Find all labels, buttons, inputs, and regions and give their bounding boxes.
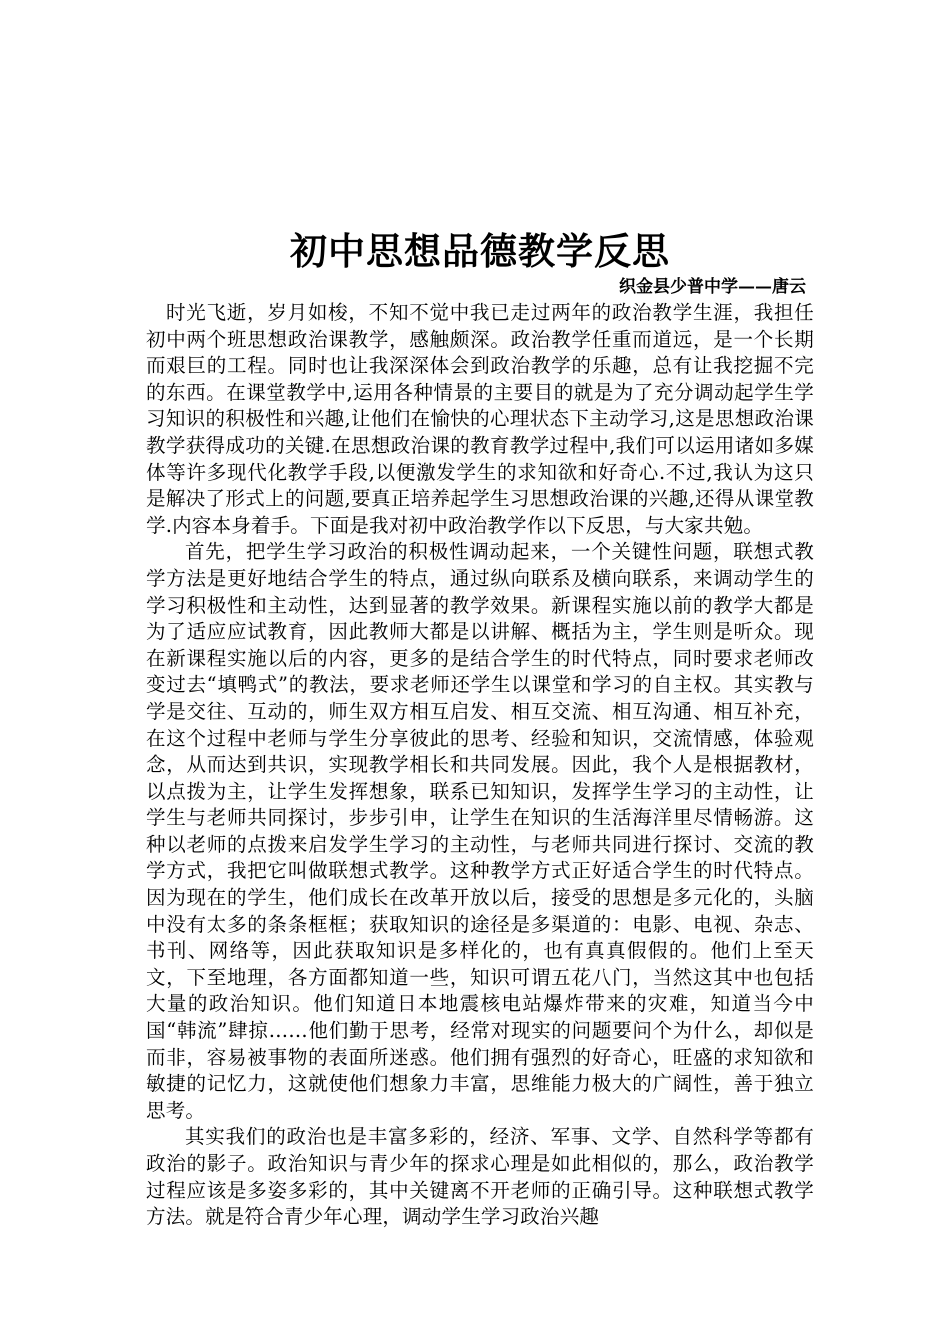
document-title: 初中思想品德教学反思	[290, 229, 670, 273]
paragraph-3: 其实我们的政治也是丰富多彩的，经济、军事、文学、自然科学等都有政治的影子。政治知识与青少年的探求心理是如此相似的，那么，政治教学过程应该是多姿多彩的，其中关键离不开老师的正确引导。这种联想式教学方法。就是符合青少年心理，调动学生学习政治兴趣	[146, 1125, 814, 1229]
paragraph-1: 时光飞逝，岁月如梭，不知不觉中我已走过两年的政治教学生涯，我担任初中两个班思想政治课教学，感触颇深。政治教学任重而道远，是一个长期而艰巨的工程。同时也让我深深体会到政治教学的乐趣，总有让我挖掘不完的东西。在课堂教学中,运用各种情景的主要目的就是为了充分调动起学生学习知识的积极性和兴趣,让他们在愉快的心理状态下主动学习,这是思想政治课教学获得成功的关键.在思想政治课的教育教学过程中,我们可以运用诸如多媒体等许多现代化教学手段,以便激发学生的求知欲和好奇心.不过,我认为这只是解决了形式上的问题,要真正培养起学生习思想政治课的兴趣,还得从课堂教学.内容本身着手。下面是我对初中政治教学作以下反思，与大家共勉。	[146, 301, 814, 537]
document-author: 织金县少普中学——唐云	[619, 277, 806, 297]
document-page	[146, 226, 814, 1231]
paragraph-2: 首先，把学生学习政治的积极性调动起来，一个关键性问题，联想式教学方法是更好地结合学生的特点，通过纵向联系及横向联系，来调动学生的学习积极性和主动性，达到显著的教学效果。新课程实施以前的教学大都是为了适应应试教育，因此教师大都是以讲解、概括为主，学生则是听众。现在新课程实施以后的内容，更多的是结合学生的时代特点，同时要求老师改变过去“填鸭式”的教法，要求老师还学生以课堂和学习的自主权。其实教与学是交往、互动的，师生双方相互启发、相互交流、相互沟通、相互补充，在这个过程中老师与学生分享彼此的思考、经验和知识，交流情感，体验观念，从而达到共识，实现教学相长和共同发展。因此，我个人是根据教材，以点拨为主，让学生发挥想象，联系已知知识，发挥学生学习的主动性，让学生与老师共同探讨，步步引申，让学生在知识的生活海洋里尽情畅游。这种以老师的点拨来启发学生学习的主动性，与老师共同进行探讨、交流的教学方式，我把它叫做联想式教学。这种教学方式正好适合学生的时代特点。因为现在的学生，他们成长在改革开放以后，接受的思想是多元化的，头脑中没有太多的条条框框；获取知识的途径是多渠道的：电影、电视、杂志、书刊、网络等，因此获取知识是多样化的，也有真真假假的。他们上至天文，下至地理，各方面都知道一些，知识可谓五花八门，当然这其中也包括大量的政治知识。他们知道日本地震核电站爆炸带来的灾难，知道当今中国“韩流”肆掠……他们勤于思考，经常对现实的问题要问个为什么，却似是而非，容易被事物的表面所迷惑。他们拥有强烈的好奇心，旺盛的求知欲和敏捷的记忆力，这就使他们想象力丰富，思维能力极大的广阔性，善于独立思考。	[146, 540, 814, 1122]
